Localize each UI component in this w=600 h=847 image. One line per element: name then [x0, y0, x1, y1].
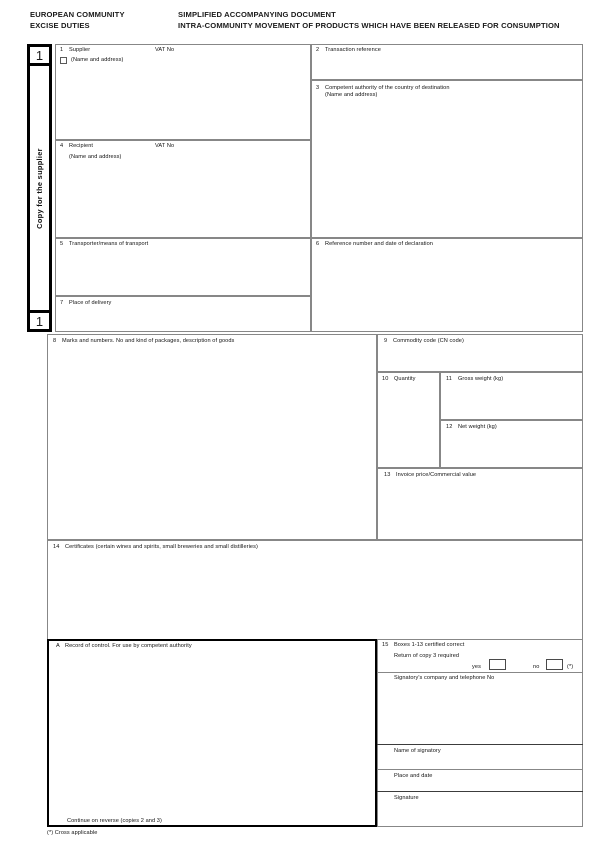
box-12-number: 12: [446, 424, 453, 430]
box-6-reference-number-date[interactable]: [311, 238, 583, 332]
box-6-label: Reference number and date of declaration: [325, 241, 433, 247]
box-8-label: Marks and numbers. No and kind of packages, description of goods: [62, 338, 235, 344]
box-15-asterisk-note: (*): [567, 664, 574, 670]
box-11-label: Gross weight (kg): [458, 376, 504, 382]
box-15-divider-3: [377, 769, 583, 770]
box-15-divider-2: [377, 744, 583, 745]
box-1-number: 1: [60, 47, 64, 53]
box-2-number: 2: [316, 47, 320, 53]
box-a-number: A: [56, 643, 60, 649]
copy-number-bottom: 1: [27, 310, 52, 332]
box-15-label: Boxes 1-13 certified correct: [394, 642, 465, 648]
box-15-no-checkbox[interactable]: [546, 659, 563, 670]
box-15-yes-label: yes: [472, 664, 481, 670]
box-14-certificates[interactable]: [47, 540, 583, 640]
box-1-label: Supplier: [69, 47, 91, 53]
box-4-number: 4: [60, 143, 64, 149]
footnote: (*) Cross applicable: [47, 830, 98, 836]
box-2-label: Transaction reference: [325, 47, 381, 53]
box-15-divider-1: [377, 672, 583, 673]
box-13-number: 13: [384, 472, 391, 478]
box-a-label: Record of control. For use by competent authority: [65, 643, 192, 649]
box-9-number: 9: [384, 338, 388, 344]
copy-strip-label: Copy for the supplier: [35, 147, 44, 229]
box-8-number: 8: [53, 338, 57, 344]
box-15-divider-4: [377, 791, 583, 792]
box-14-label: Certificates (certain wines and spirits, small breweries and small distilleries): [65, 544, 258, 550]
header-title-line2: INTRA-COMMUNITY MOVEMENT OF PRODUCTS WHICH HAVE BEEN RELEASED FOR CONSUMPTION: [178, 20, 560, 30]
header-left: [30, 10, 125, 31]
box-15-company-label: Signatory's company and telephone No: [394, 675, 495, 681]
box-a-continue-note: Continue on reverse (copies 2 and 3): [67, 818, 162, 824]
box-4-vat-label: VAT No: [155, 143, 175, 149]
box-3-number: 3: [316, 85, 320, 91]
box-5-number: 5: [60, 241, 64, 247]
box-1-sublabel: (Name and address): [71, 57, 124, 63]
header-left-line1: EUROPEAN COMMUNITY: [30, 10, 125, 19]
header-left-line2: EXCISE DUTIES: [30, 20, 90, 30]
box-3-sublabel: (Name and address): [325, 92, 378, 98]
box-5-label: Transporter/means of transport: [69, 241, 149, 247]
box-15-name-of-signatory-label: Name of signatory: [394, 748, 441, 754]
box-14-number: 14: [53, 544, 60, 550]
box-4-label: Recipient: [69, 143, 94, 149]
box-3-label: Competent authority of the country of destination: [325, 85, 450, 91]
box-12-label: Net weight (kg): [458, 424, 497, 430]
box-11-number: 11: [446, 376, 452, 382]
box-15-no-label: no: [533, 664, 540, 670]
box-15-yes-checkbox[interactable]: [489, 659, 506, 670]
box-8-marks-and-numbers[interactable]: [47, 334, 377, 540]
copy-strip-text-wrap: [27, 44, 52, 332]
box-10-label: Quantity: [394, 376, 416, 382]
box-10-number: 10: [382, 376, 389, 382]
box-7-label: Place of delivery: [69, 300, 112, 306]
box-a-record-of-control[interactable]: [47, 639, 377, 827]
box-7-number: 7: [60, 300, 64, 306]
box-4-sublabel: (Name and address): [69, 154, 122, 160]
box-10-quantity[interactable]: [377, 372, 440, 468]
box-15-signature-label: Signature: [394, 795, 419, 801]
box-6-number: 6: [316, 241, 320, 247]
box-9-label: Commodity code (CN code): [393, 338, 464, 344]
box-15-place-and-date-label: Place and date: [394, 773, 433, 779]
header-title-line1: SIMPLIFIED ACCOMPANYING DOCUMENT: [178, 10, 336, 19]
copy-number-top: 1: [27, 44, 52, 66]
header-right: [178, 10, 560, 31]
box-15-number: 15: [382, 642, 389, 648]
box-3-competent-authority[interactable]: [311, 80, 583, 238]
box-1-checkbox[interactable]: [60, 57, 67, 64]
box-13-label: Invoice price/Commercial value: [396, 472, 477, 478]
box-1-vat-label: VAT No: [155, 47, 175, 53]
box-15-return-copy-label: Return of copy 3 required: [394, 653, 460, 659]
